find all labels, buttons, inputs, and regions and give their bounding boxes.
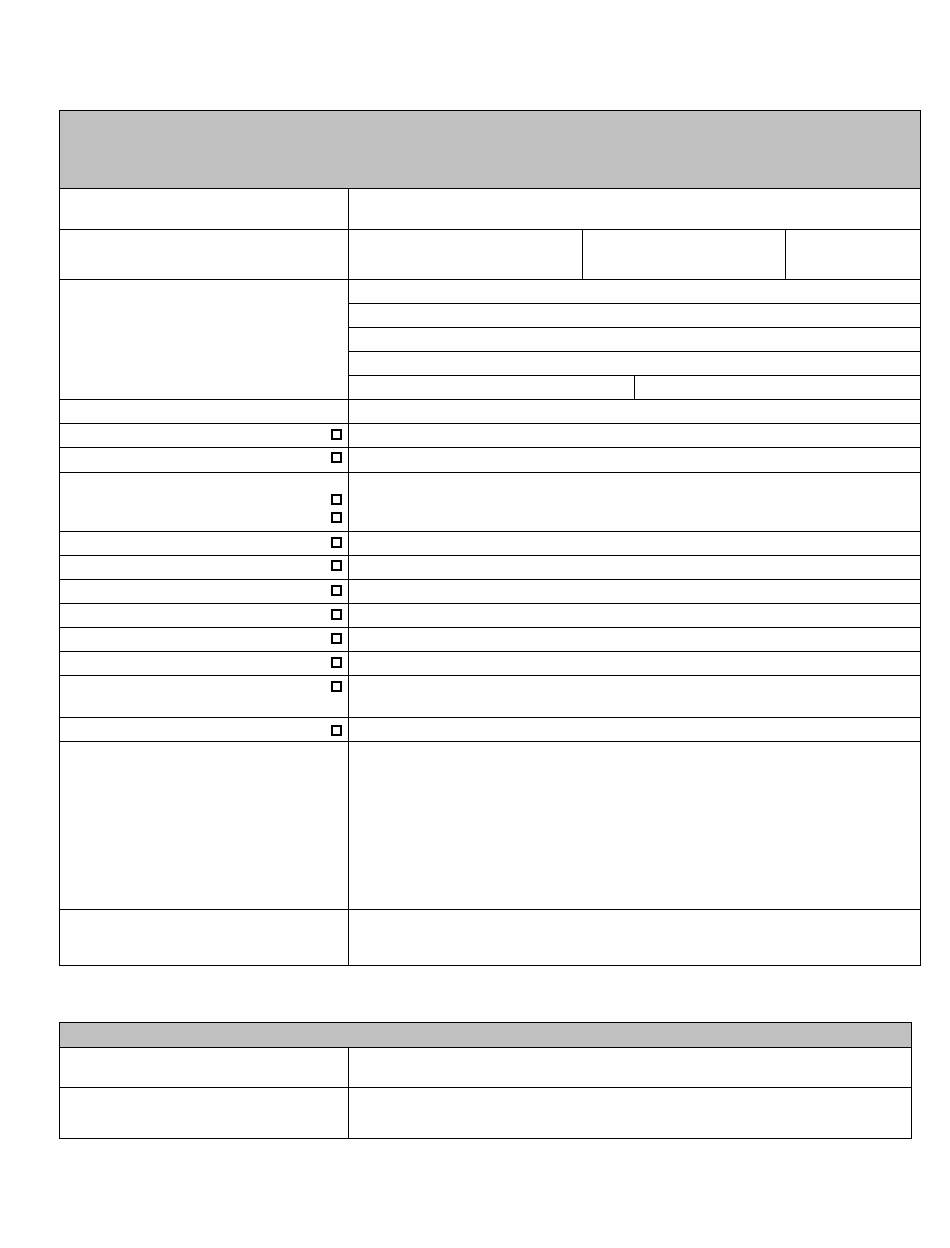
value-field[interactable]	[350, 377, 633, 398]
form-header-bar	[60, 111, 920, 189]
sub-row-line	[348, 351, 920, 352]
checkbox[interactable]	[331, 609, 342, 620]
value-field[interactable]	[350, 401, 919, 422]
row-line	[59, 909, 920, 910]
row-line	[59, 717, 920, 718]
value-field[interactable]	[350, 1049, 910, 1086]
column-divider	[348, 1047, 349, 1138]
sub-row-line	[348, 327, 920, 328]
row-line	[59, 229, 920, 230]
row-line	[59, 603, 920, 604]
row-line	[59, 555, 920, 556]
row-line	[59, 627, 920, 628]
value-field[interactable]	[636, 377, 919, 398]
value-field[interactable]	[350, 911, 919, 964]
checkbox[interactable]	[331, 633, 342, 644]
value-field[interactable]	[350, 190, 919, 228]
value-field[interactable]	[350, 281, 919, 302]
cell-divider	[582, 229, 583, 279]
row-line	[59, 399, 920, 400]
checkbox[interactable]	[331, 725, 342, 736]
checkbox[interactable]	[331, 681, 342, 692]
row-line	[59, 1087, 911, 1088]
row-line	[59, 279, 920, 280]
row-line	[59, 531, 920, 532]
value-field[interactable]	[350, 231, 581, 278]
cell-divider	[634, 375, 635, 399]
row-line	[59, 651, 920, 652]
checkbox[interactable]	[331, 512, 342, 523]
checkbox[interactable]	[331, 537, 342, 548]
row-line	[59, 447, 920, 448]
checkbox[interactable]	[331, 494, 342, 505]
checkbox[interactable]	[331, 429, 342, 440]
column-divider	[348, 188, 349, 965]
row-line	[59, 675, 920, 676]
row-line	[59, 579, 920, 580]
value-field[interactable]	[350, 1089, 910, 1137]
value-field[interactable]	[350, 743, 919, 908]
row-line	[59, 423, 920, 424]
value-field[interactable]	[350, 329, 919, 350]
value-field[interactable]	[350, 305, 919, 326]
checkbox[interactable]	[331, 452, 342, 463]
value-field[interactable]	[350, 353, 919, 374]
checkbox[interactable]	[331, 560, 342, 571]
checkbox[interactable]	[331, 585, 342, 596]
row-line	[59, 741, 920, 742]
secondary-header-bar	[60, 1023, 911, 1048]
value-field[interactable]	[787, 231, 919, 278]
checkbox[interactable]	[331, 657, 342, 668]
row-line	[59, 472, 920, 473]
cell-divider	[785, 229, 786, 279]
sub-row-line	[348, 303, 920, 304]
value-field[interactable]	[584, 231, 784, 278]
